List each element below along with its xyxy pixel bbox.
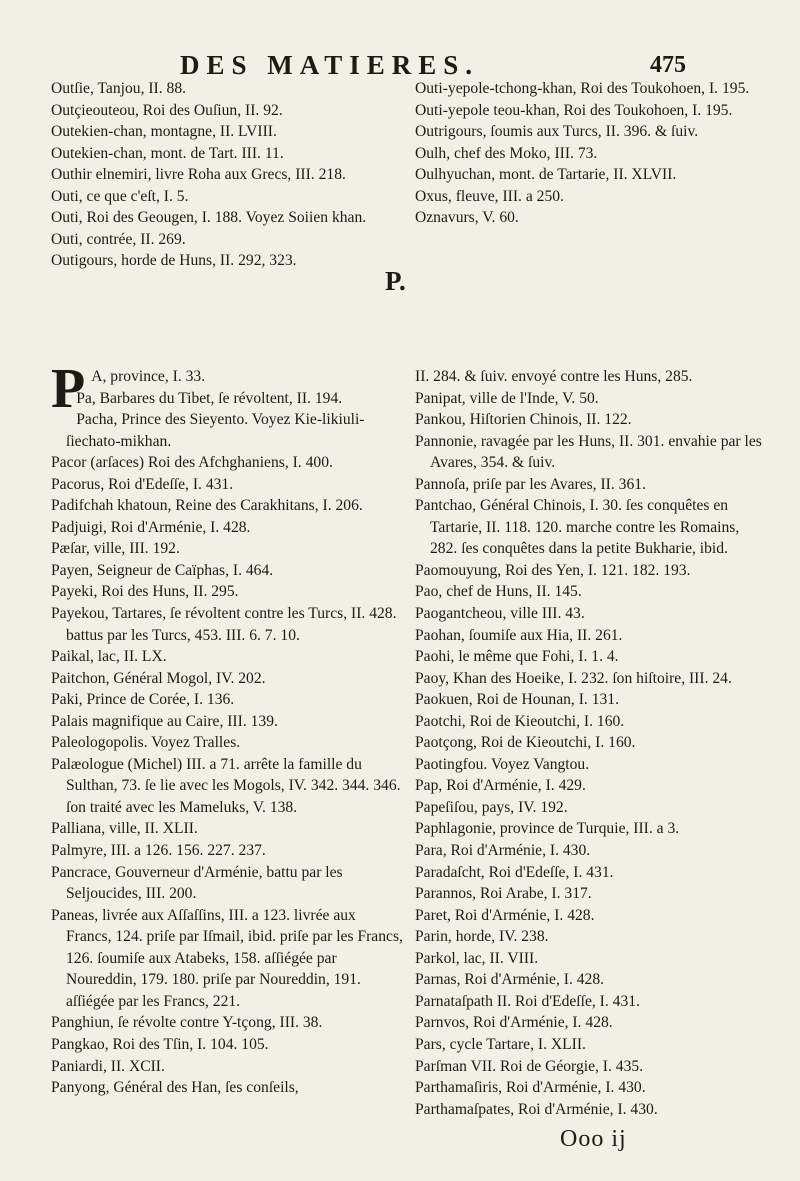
index-entry: Outſie, Tanjou, II. 88. <box>51 80 187 97</box>
index-entry: Pacha, Prince des Sieyento. Voyez Kie-likiuli-ſiechato-mikhan. <box>66 411 365 450</box>
index-entry: Paomouyung, Roi des Yen, I. 121. 182. 193. <box>415 561 691 579</box>
index-entry: Outi-yepole-tchong-khan, Roi des Toukohoen, I. 195. <box>415 80 750 97</box>
bottom-right-column <box>415 366 763 1120</box>
index-entry: Parin, horde, IV. 238. <box>415 928 549 946</box>
index-entry: Parannos, Roi Arabe, I. 317. <box>415 885 592 903</box>
index-entry: Parnvos, Roi d'Arménie, I. 428. <box>415 1014 613 1032</box>
index-entry: Papeſiſou, pays, IV. 192. <box>415 798 568 816</box>
top-right-column <box>415 78 765 229</box>
index-entry: Oulh, chef des Moko, III. 73. <box>415 144 598 162</box>
index-entry: Paogantcheou, ville III. 43. <box>415 605 585 623</box>
index-entry: II. 284. & ſuiv. envoyé contre les Huns, 285. <box>415 368 693 385</box>
index-entry: Paotçong, Roi de Kieoutchi, I. 160. <box>415 734 636 752</box>
index-entry: Paoy, Khan des Hoeike, I. 232. ſon hiſtoire, III. 24. <box>415 669 732 687</box>
index-entry: Pankou, Hiſtorien Chinois, II. 122. <box>415 411 632 429</box>
index-entry: Parſman VII. Roi de Géorgie, I. 435. <box>415 1057 644 1075</box>
index-entry: Outçieouteou, Roi des Ouſiun, II. 92. <box>51 101 283 119</box>
index-entry: Pancrace, Gouverneur d'Arménie, battu par les Seljoucides, III. 200. <box>51 863 343 903</box>
index-entry: Pa, Barbares du Tibet, ſe révoltent, II. 194. <box>76 389 343 407</box>
index-entry: Paokuen, Roi de Hounan, I. 131. <box>415 691 619 709</box>
index-entry: Panyong, Général des Han, ſes conſeils, <box>51 1079 299 1097</box>
index-entry: Paret, Roi d'Arménie, I. 428. <box>415 906 595 924</box>
index-entry: Pantchao, Général Chinois, I. 30. ſes conquêtes en Tartarie, II. 118. 120. marche contre les Romains, 282. ſes conquêtes dans la petite Bukharie, ibid. <box>415 497 740 558</box>
index-entry: Parthamaſpates, Roi d'Arménie, I. 430. <box>415 1100 658 1118</box>
index-entry: Paohan, ſoumiſe aux Hia, II. 261. <box>415 626 623 644</box>
index-entry: Pæſar, ville, III. 192. <box>51 540 180 558</box>
index-entry: Payen, Seigneur de Caïphas, I. 464. <box>51 561 274 579</box>
index-entry: Paitchon, Général Mogol, IV. 202. <box>51 669 266 687</box>
index-entry: Pao, chef de Huns, II. 145. <box>415 583 582 601</box>
index-entry: Pannoſa, priſe par les Avares, II. 361. <box>415 475 646 493</box>
index-entry: Paki, Prince de Corée, I. 136. <box>51 691 235 709</box>
index-entry: Parkol, lac, II. VIII. <box>415 949 539 967</box>
index-entry: Outrigours, ſoumis aux Turcs, II. 396. & ſuiv. <box>415 123 699 141</box>
index-entry: Pacor (arſaces) Roi des Afchghaniens, I. 400. <box>51 454 333 472</box>
index-entry: Outi, ce que c'eſt, I. 5. <box>51 187 189 205</box>
index-entry: Paradaſcht, Roi d'Edeſſe, I. 431. <box>415 863 614 881</box>
index-entry: Outi, contrée, II. 269. <box>51 230 186 248</box>
index-entry: Outhir elnemiri, livre Roha aux Grecs, III. 218. <box>51 166 346 184</box>
index-entry: Palais magnifique au Caire, III. 139. <box>51 712 278 730</box>
index-entry: Palliana, ville, II. XLII. <box>51 820 198 838</box>
index-entry: Palmyre, III. a 126. 156. 227. 237. <box>51 842 266 860</box>
first-entry-text: A, province, I. 33. <box>91 368 206 385</box>
index-entry: Parnas, Roi d'Arménie, I. 428. <box>415 971 605 989</box>
index-entry: Paphlagonie, province de Turquie, III. a 3. <box>415 820 680 838</box>
index-entry: Paikal, lac, II. LX. <box>51 648 167 666</box>
signature-mark: Ooo ij <box>560 1126 627 1152</box>
index-entry: Outekien-chan, montagne, II. LVIII. <box>51 123 277 141</box>
index-entry: Oxus, fleuve, III. a 250. <box>415 187 564 205</box>
index-entry: Pannonie, ravagée par les Huns, II. 301. envahie par les Avares, 354. & ſuiv. <box>415 432 762 472</box>
index-entry: Outekien-chan, mont. de Tart. III. 11. <box>51 144 284 162</box>
index-entry: Paotchi, Roi de Kieoutchi, I. 160. <box>415 712 625 730</box>
index-entry: Padifchah khatoun, Reine des Carakhitans, I. 206. <box>51 497 363 515</box>
index-entry: Parnataſpath II. Roi d'Edeſſe, I. 431. <box>415 992 640 1010</box>
index-entry: Pap, Roi d'Arménie, I. 429. <box>415 777 586 795</box>
page-number: 475 <box>650 52 686 78</box>
index-entry: Palæologue (Michel) III. a 71. arrête la famille du Sulthan, 73. ſe lie avec les Mogols, IV. 342. 344. 346. ſon traité avec les Mameluks, V. 138. <box>51 755 401 816</box>
bottom-left-column <box>51 358 405 1099</box>
index-entry: Outi-yepole teou-khan, Roi des Toukohoen, I. 195. <box>415 101 733 119</box>
index-entry: Oznavurs, V. 60. <box>415 209 519 227</box>
index-entry: Paotingfou. Voyez Vangtou. <box>415 755 590 773</box>
index-entry: Pangkao, Roi des Tſin, I. 104. 105. <box>51 1035 269 1053</box>
index-entry: Parthamaſiris, Roi d'Arménie, I. 430. <box>415 1079 646 1097</box>
index-entry: Oulhyuchan, mont. de Tartarie, II. XLVII. <box>415 166 677 184</box>
section-letter: P. <box>385 266 406 296</box>
index-entry: Payekou, Tartares, ſe révoltent contre les Turcs, II. 428. battus par les Turcs, 453. III. 6. 7. 10. <box>51 605 397 644</box>
index-entry: Outi, Roi des Geougen, I. 188. Voyez Soiien khan. <box>51 209 367 227</box>
running-title: DES MATIERES. <box>180 50 480 80</box>
index-entry: Para, Roi d'Arménie, I. 430. <box>415 842 591 860</box>
dropcap: P <box>51 358 86 420</box>
index-entry: Panipat, ville de l'Inde, V. 50. <box>415 389 599 407</box>
index-entry: Paneas, livrée aux Aſſaſſins, III. a 123. livrée aux Francs, 124. priſe par Iſmail, ibid. priſe par les Francs, 126. ſoumiſe aux Atabeks, 158. aſſiégée par Noureddin, 179. 180. priſe par Noureddin, 191. aſſiégée par les Francs, 221. <box>51 906 403 1010</box>
top-left-column <box>51 78 403 272</box>
index-entry: Pars, cycle Tartare, I. XLII. <box>415 1035 586 1053</box>
index-entry: Outigours, horde de Huns, II. 292, 323. <box>51 252 297 270</box>
index-entry: Padjuigi, Roi d'Arménie, I. 428. <box>51 518 251 536</box>
index-entry: Panghiun, ſe révolte contre Y-tçong, III. 38. <box>51 1014 323 1032</box>
index-entry: Paniardi, II. XCII. <box>51 1057 165 1075</box>
index-entry: Paohi, le même que Fohi, I. 1. 4. <box>415 648 619 666</box>
index-entry: Pacorus, Roi d'Edeſſe, I. 431. <box>51 475 234 493</box>
index-entry: Payeki, Roi des Huns, II. 295. <box>51 583 239 601</box>
index-entry: Paleologopolis. Voyez Tralles. <box>51 734 241 752</box>
